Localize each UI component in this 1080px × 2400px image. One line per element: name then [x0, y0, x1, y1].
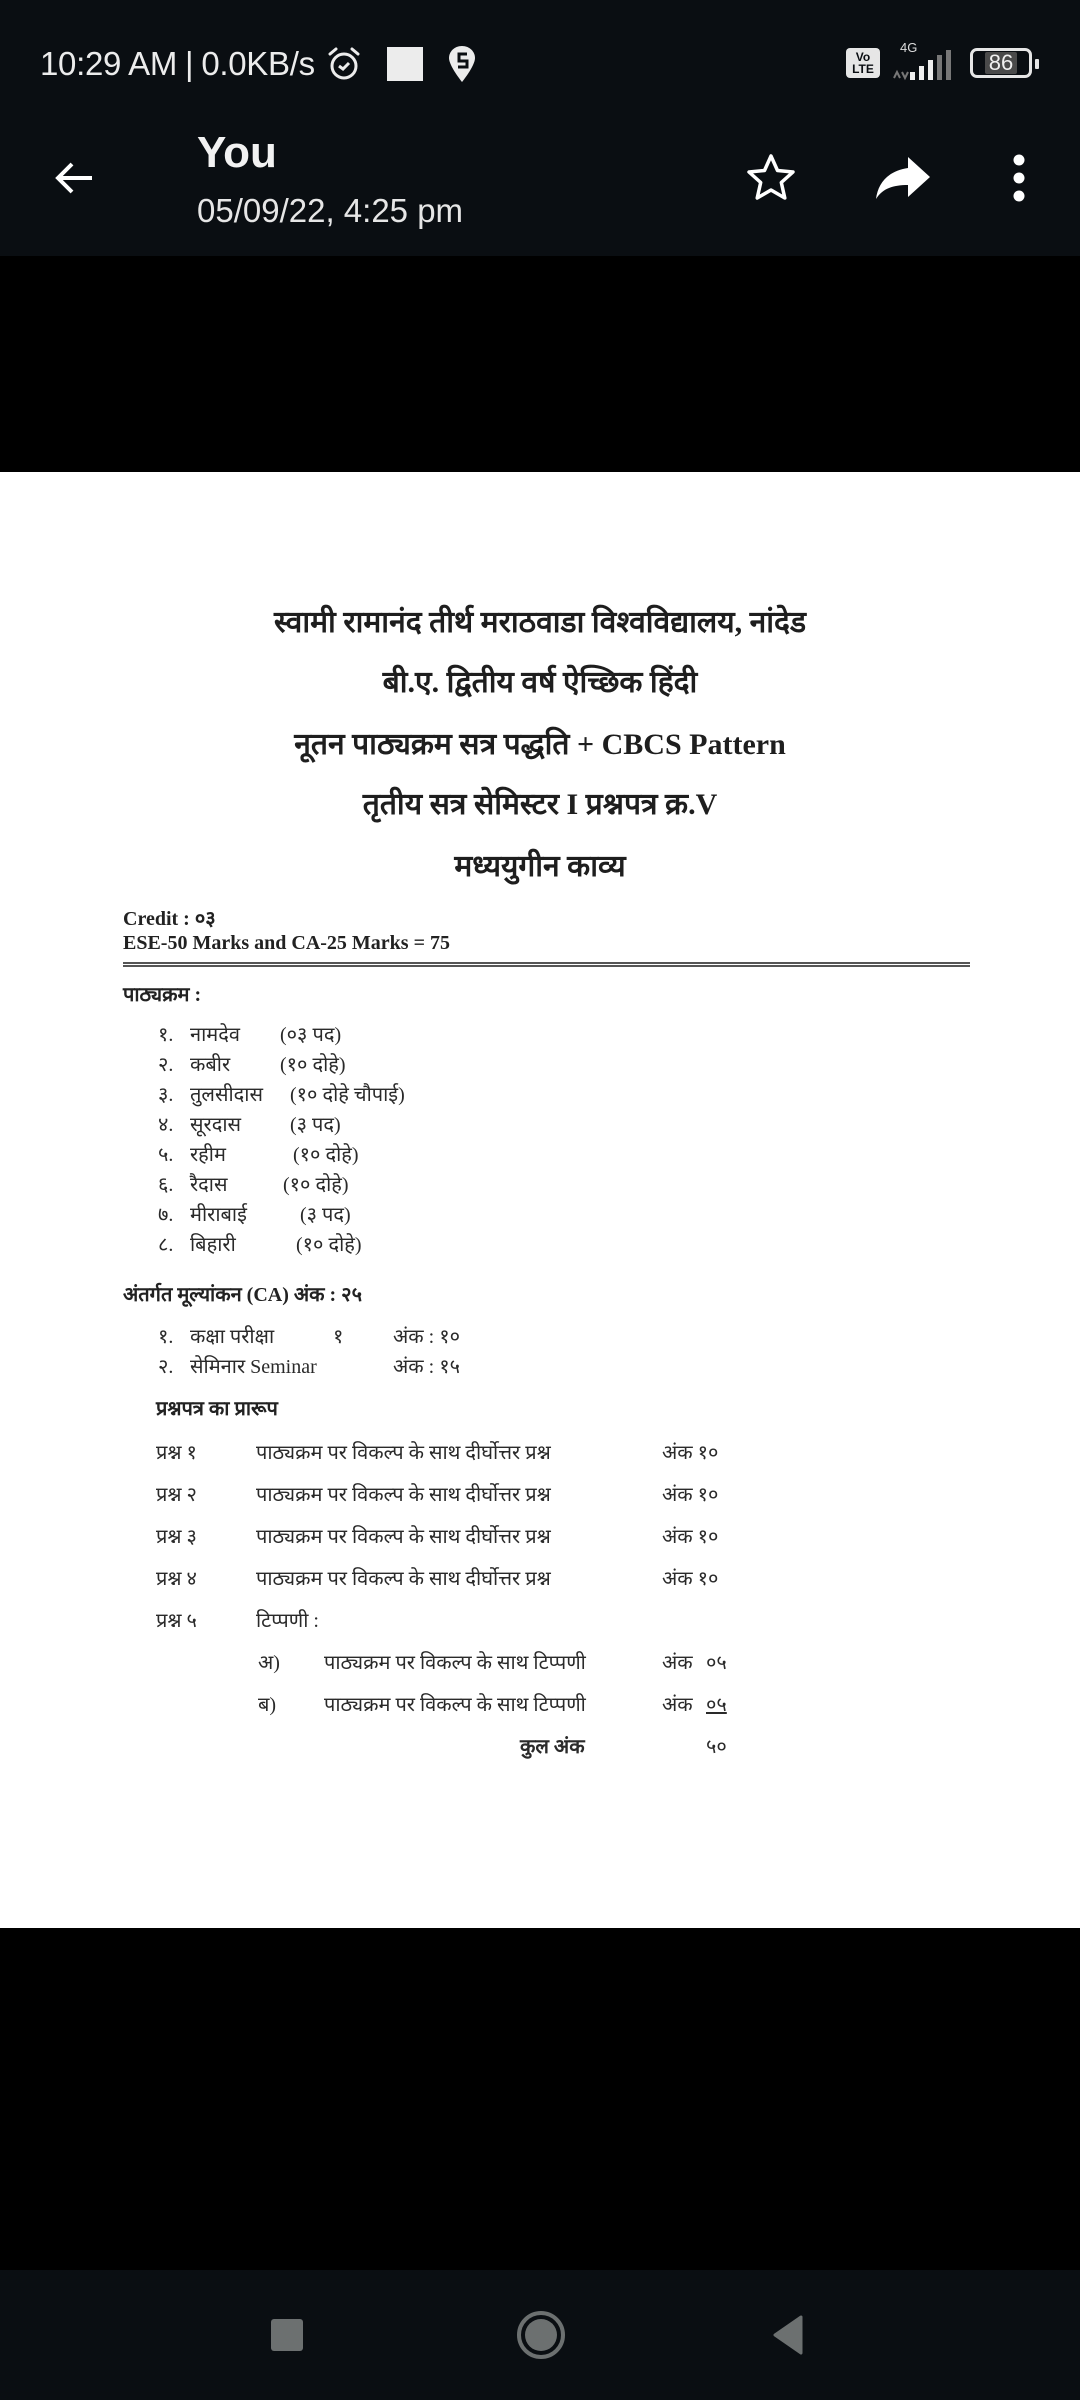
question-row: प्रश्न ३ पाठ्यक्रम पर विकल्प के साथ दीर्घोत्तर प्रश्न अंक १० — [156, 1526, 719, 1548]
total-value: ५० — [706, 1736, 727, 1758]
doc-heading-semester: तृतीय सत्र सेमिस्टर I प्रश्नपत्र क्र.V — [362, 788, 718, 821]
syllabus-item: ७. मीराबाई (३ पद) — [158, 1204, 351, 1226]
back-button[interactable] — [46, 150, 102, 206]
question-row: प्रश्न २ पाठ्यक्रम पर विकल्प के साथ दीर्घोत्तर प्रश्न अंक १० — [156, 1484, 719, 1506]
status-separator: | — [185, 45, 194, 82]
pattern-title: प्रश्नपत्र का प्रारूप — [156, 1398, 278, 1420]
question-row-5: प्रश्न ५ टिप्पणी : — [156, 1610, 319, 1632]
question-row: प्रश्न ४ पाठ्यक्रम पर विकल्प के साथ दीर्घोत्तर प्रश्न अंक १० — [156, 1568, 719, 1590]
question-row: प्रश्न १ पाठ्यक्रम पर विकल्प के साथ दीर्घोत्तर प्रश्न अंक १० — [156, 1442, 719, 1464]
network-type: 4G — [900, 40, 918, 55]
total-row — [520, 1732, 760, 1760]
recents-button[interactable] — [252, 2300, 322, 2370]
back-nav-button[interactable] — [754, 2300, 824, 2370]
q5-part-row: ब) पाठ्यक्रम पर विकल्प के साथ टिप्पणी अंक ०५ — [258, 1694, 727, 1716]
signal-icon — [892, 40, 958, 80]
status-net-speed: 0.0KB/s — [201, 45, 315, 82]
square-notification-icon — [373, 47, 423, 81]
star-icon — [744, 151, 798, 205]
syllabus-item: ३. तुलसीदास (१० दोहे चौपाई) — [158, 1084, 405, 1106]
more-vertical-icon — [1009, 151, 1029, 205]
battery-icon — [970, 48, 1032, 78]
forward-button[interactable] — [873, 148, 933, 208]
recents-square-icon — [270, 2318, 304, 2352]
message-timestamp: 05/09/22, 4:25 pm — [197, 192, 464, 229]
battery-level: 86 — [985, 52, 1017, 74]
alarm-icon — [325, 45, 363, 83]
credit-line: Credit : ०३ — [123, 908, 216, 930]
q5-part-row: अ) पाठ्यक्रम पर विकल्प के साथ टिप्पणी अंक ०५ — [258, 1652, 727, 1674]
home-circle-icon — [516, 2310, 566, 2360]
document-image[interactable] — [0, 472, 1080, 1928]
back-triangle-icon — [769, 2314, 809, 2356]
syllabus-item: ५. रहीम (१० दोहे) — [158, 1144, 359, 1166]
status-bar-right — [846, 40, 1032, 80]
home-button[interactable] — [506, 2300, 576, 2370]
system-nav-bar — [0, 2270, 1080, 2400]
syllabus-item: १. नामदेव (०३ पद) — [158, 1024, 342, 1046]
star-button[interactable] — [741, 148, 801, 208]
share-forward-icon — [874, 155, 932, 201]
syllabus-item: ८. बिहारी (१० दोहे) — [158, 1234, 362, 1256]
marks-line: ESE-50 Marks and CA-25 Marks = 75 — [123, 932, 450, 954]
volte-icon: Vo LTE — [846, 48, 880, 78]
status-time: 10:29 AM — [40, 45, 178, 82]
total-label: कुल अंक — [520, 1736, 585, 1758]
top-bar — [0, 0, 1080, 256]
swiggy-icon — [433, 44, 477, 84]
syllabus-item: ४. सूरदास (३ पद) — [158, 1114, 341, 1136]
syllabus-item: २. कबीर (१० दोहे) — [158, 1054, 346, 1076]
sender-title: You — [197, 128, 277, 177]
ca-item: २. सेमिनार Seminar अंक : १५ — [158, 1356, 460, 1378]
ca-title: अंतर्गत मूल्यांकन (CA) अंक : २५ — [123, 1284, 362, 1306]
arrow-left-icon — [50, 154, 98, 202]
doc-heading-university: स्वामी रामानंद तीर्थ मराठवाडा विश्वविद्यालय, नांदेड — [273, 606, 807, 639]
doc-heading-subject: मध्ययुगीन काव्य — [454, 850, 626, 883]
status-bar-left — [40, 42, 477, 86]
ca-item: १. कक्षा परीक्षा १ अंक : १० — [158, 1326, 460, 1348]
syllabus-item: ६. रैदास (१० दोहे) — [158, 1174, 349, 1196]
more-options-button[interactable] — [989, 148, 1049, 208]
double-rule-divider — [123, 962, 970, 967]
doc-heading-course: बी.ए. द्वितीय वर्ष ऐच्छिक हिंदी — [382, 666, 698, 699]
doc-heading-pattern: नूतन पाठ्यक्रम सत्र पद्धति + CBCS Pattern — [294, 728, 786, 761]
syllabus-title: पाठ्यक्रम : — [123, 984, 202, 1006]
